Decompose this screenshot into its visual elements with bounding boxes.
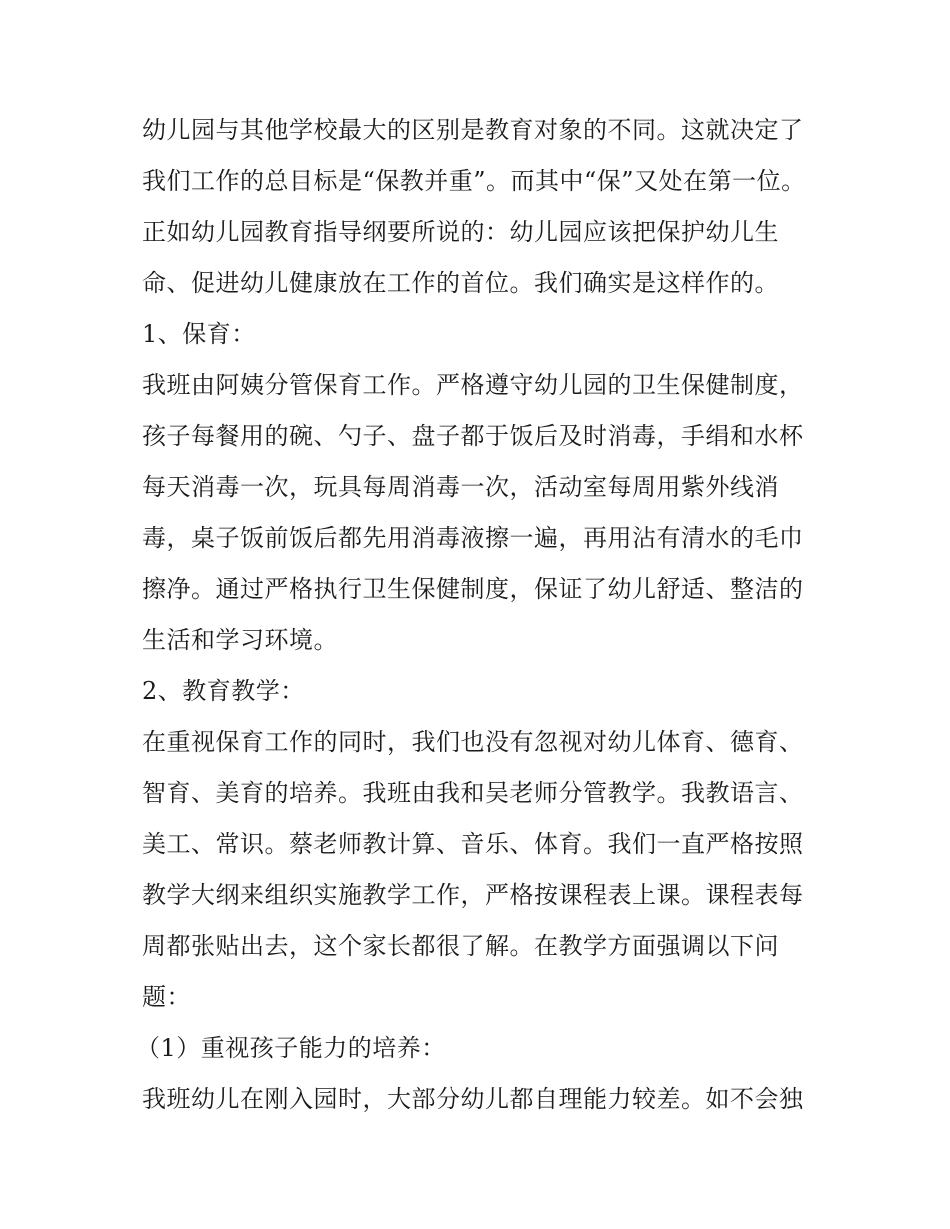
paragraph-line: 生活和学习环境。: [142, 626, 338, 654]
paragraph-line: 擦净。通过严格执行卫生保健制度，保证了幼儿舒适、整洁的: [142, 575, 804, 603]
paragraph-line: 我班由阿姨分管保育工作。严格遵守幼儿园的卫生保健制度，: [142, 371, 804, 399]
paragraph-line: 正如幼儿园教育指导纲要所说的：幼儿园应该把保护幼儿生: [142, 218, 779, 246]
document-page: [136, 105, 822, 1125]
paragraph-line: 命、促进幼儿健康放在工作的首位。我们确实是这样作的。: [142, 269, 779, 297]
paragraph-line: 美工、常识。蔡老师教计算、音乐、体育。我们一直严格按照: [142, 830, 804, 858]
paragraph-line: 我班幼儿在刚入园时，大部分幼儿都自理能力较差。如不会独: [142, 1085, 804, 1113]
subsection-heading-ability: （1）重视孩子能力的培养：: [136, 1034, 446, 1062]
paragraph-line: 在重视保育工作的同时，我们也没有忽视对幼儿体育、德育、: [142, 728, 804, 756]
paragraph-line: 周都张贴出去，这个家长都很了解。在教学方面强调以下问: [142, 932, 779, 960]
section-heading-teaching: 2、教育教学：: [142, 677, 305, 705]
paragraph-line: 毒，桌子饭前饭后都先用消毒液擦一遍，再用沾有清水的毛巾: [142, 524, 804, 552]
paragraph-line: 教学大纲来组织实施教学工作，严格按课程表上课。课程表每: [142, 881, 804, 909]
paragraph-line: 孩子每餐用的碗、勺子、盘子都于饭后及时消毒，手绢和水杯: [142, 422, 804, 450]
paragraph-line: 幼儿园与其他学校最大的区别是教育对象的不同。这就决定了: [142, 116, 804, 144]
paragraph-line: 智育、美育的培养。我班由我和吴老师分管教学。我教语言、: [142, 779, 804, 807]
paragraph-line: 题：: [142, 983, 191, 1011]
paragraph-line: 我们工作的总目标是“保教并重”。而其中“保”又处在第一位。: [142, 167, 806, 195]
section-heading-care: 1、保育：: [142, 320, 256, 348]
paragraph-line: 每天消毒一次，玩具每周消毒一次，活动室每周用紫外线消: [142, 473, 779, 501]
